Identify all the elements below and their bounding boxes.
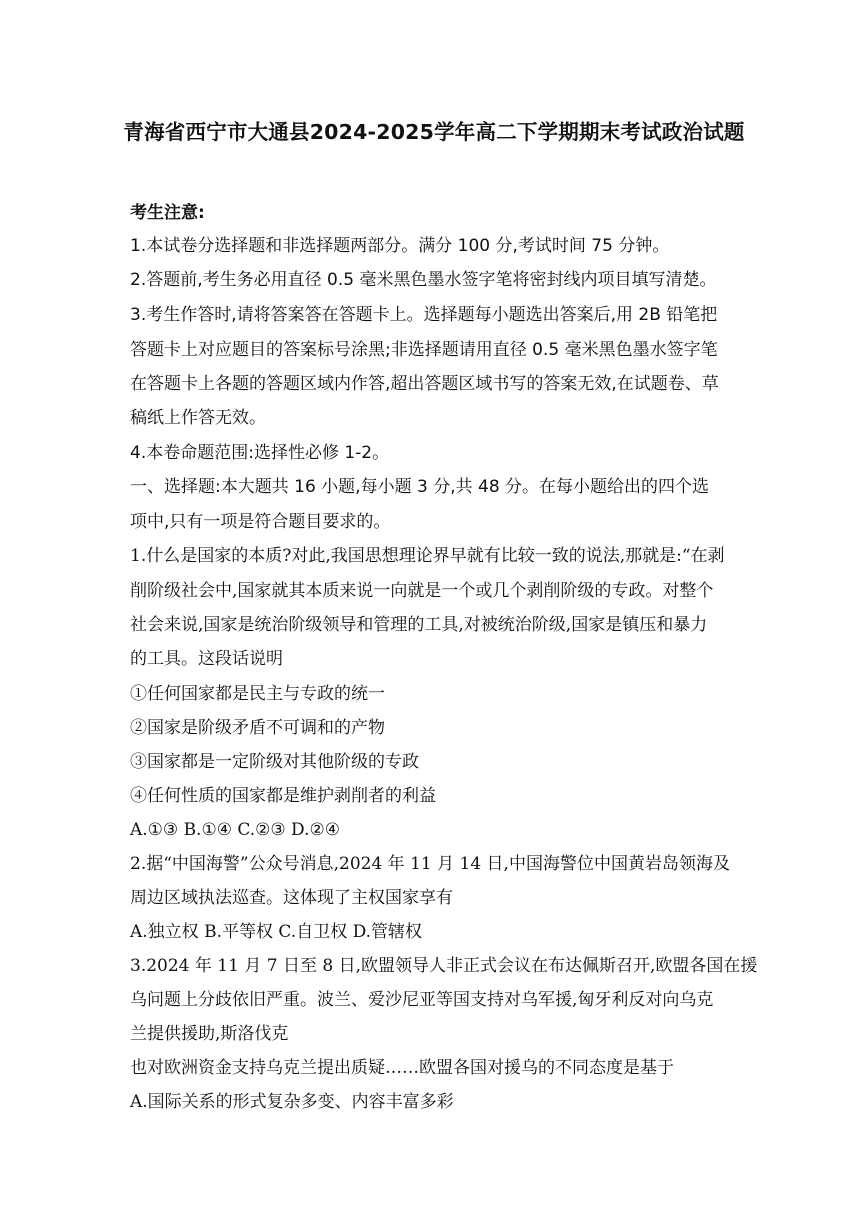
question-1-stem: 1.什么是国家的本质?对此,我国思想理论界早就有比较一致的说法,那就是:“在剥 [130, 546, 725, 566]
exam-title: 青海省西宁市大通县2024-2025学年高二下学期期末考试政治试题 [123, 120, 745, 144]
notice-line: 稿纸上作答无效。 [130, 408, 266, 428]
question-1-item: ②国家是阶级矛盾不可调和的产物 [130, 718, 385, 738]
question-2-options: A.独立权 B.平等权 C.自卫权 D.管辖权 [130, 922, 423, 942]
notice-line: 3.考生作答时,请将答案答在答题卡上。选择题每小题选出答案后,用 2B 铅笔把 [130, 305, 718, 325]
section-heading: 一、选择题:本大题共 16 小题,每小题 3 分,共 48 分。在每小题给出的四个选 [130, 477, 710, 497]
question-3-stem: 乌问题上分歧依旧严重。波兰、爱沙尼亚等国支持对乌军援,匈牙利反对向乌克 [130, 990, 714, 1010]
question-1-stem: 削阶级社会中,国家就其本质来说一向就是一个或几个剥削阶级的专政。对整个 [130, 581, 714, 601]
notice-line: 在答题卡上各题的答题区域内作答,超出答题区域书写的答案无效,在试题卷、草 [130, 374, 719, 394]
question-3-stem: 兰提供援助,斯洛伐克 [130, 1024, 289, 1044]
notice-line: 2.答题前,考生务必用直径 0.5 毫米黑色墨水签字笔将密封线内项目填写清楚。 [130, 270, 717, 290]
notice-line: 答题卡上对应题目的答案标号涂黑;非选择题请用直径 0.5 毫米黑色墨水签字笔 [130, 340, 718, 360]
question-1-stem: 的工具。这段话说明 [130, 649, 283, 669]
question-3-stem: 也对欧洲资金支持乌克兰提出质疑……欧盟各国对援乌的不同态度是基于 [130, 1058, 674, 1078]
notice-heading: 考生注意: [130, 203, 205, 223]
question-1-stem: 社会来说,国家是统治阶级领导和管理的工具,对被统治阶级,国家是镇压和暴力 [130, 615, 708, 635]
question-2-stem: 2.据“中国海警”公众号消息,2024 年 11 月 14 日,中国海警位中国黄岩岛领海及 [130, 854, 730, 874]
question-3-stem: 3.2024 年 11 月 7 日至 8 日,欧盟领导人非正式会议在布达佩斯召开,欧盟各国在援 [130, 956, 758, 976]
question-1-item: ③国家都是一定阶级对其他阶级的专政 [130, 752, 419, 772]
question-1-item: ①任何国家都是民主与专政的统一 [130, 684, 385, 704]
question-2-stem: 周边区域执法巡查。这体现了主权国家享有 [130, 888, 453, 908]
question-1-options: A.①③ B.①④ C.②③ D.②④ [130, 820, 340, 840]
question-1-item: ④任何性质的国家都是维护剥削者的利益 [130, 786, 436, 806]
notice-line: 1.本试卷分选择题和非选择题两部分。满分 100 分,考试时间 75 分钟。 [130, 236, 670, 256]
notice-line: 4.本卷命题范围:选择性必修 1-2。 [130, 443, 390, 463]
section-heading: 项中,只有一项是符合题目要求的。 [130, 512, 391, 532]
question-3-option: A.国际关系的形式复杂多变、内容丰富多彩 [130, 1092, 454, 1112]
